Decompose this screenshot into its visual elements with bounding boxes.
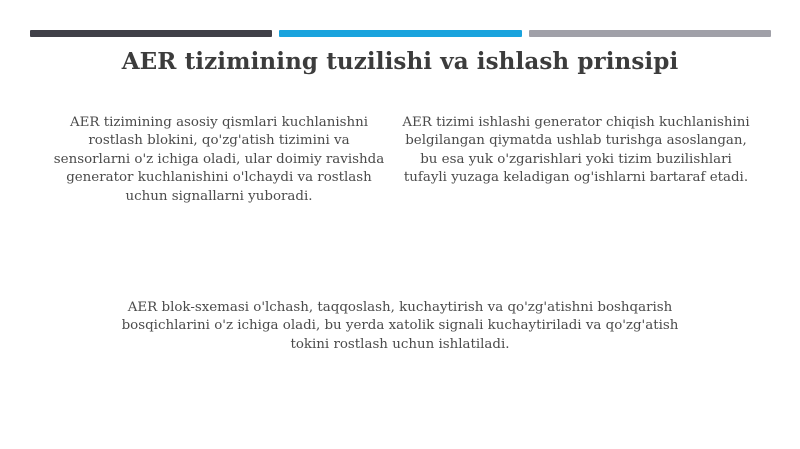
decorative-header-bars: [0, 30, 800, 38]
header-bar-gray: [529, 30, 771, 37]
header-bar-dark: [30, 30, 272, 37]
paragraph-block-diagram: AER blok-sxemasi o'lchash, taqqoslash, kuchaytirish va qo'zg'atishni boshqarish bosqichlarini o'z ichiga oladi, bu yerda xatolik signali kuchaytiriladi va qo'zg'atish tokini rostlash uchun ishlatiladi.: [121, 300, 679, 352]
header-bar-blue: [279, 30, 522, 37]
paragraph-structure: AER tizimining asosiy qismlari kuchlanishni rostlash blokini, qo'zg'atish tizimini va sensorlarni o'z ichiga oladi, ular doimiy ravishda generator kuchlanishini o'lchaydi va rostlash uchun signallarni yuboradi.: [53, 115, 385, 204]
paragraph-principle: AER tizimi ishlashi generator chiqish kuchlanishini belgilangan qiymatda ushlab turishga asoslangan, bu esa yuk o'zgarishlari yoki tizim buzilishlari tufayli yuzaga keladigan og'ishlarni bartaraf etadi.: [402, 115, 750, 186]
slide-title: AER tizimining tuzilishi va ishlash prinsipi: [121, 48, 679, 75]
